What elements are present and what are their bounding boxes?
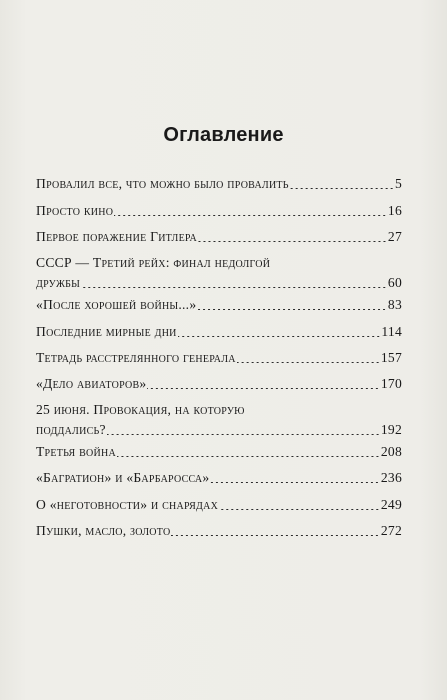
toc-entry <box>36 174 402 194</box>
toc-entry-page: 5 <box>394 176 402 191</box>
toc-entry-page: 16 <box>387 203 402 218</box>
toc-entry-title-line1: СССР — Третий рейх: финал недолгой <box>36 255 271 270</box>
toc-entry-title: Просто кино <box>36 203 114 218</box>
toc-entry <box>36 400 402 440</box>
toc-entry <box>36 227 402 247</box>
toc-entry-title: «Багратион» и «Барбаросса» <box>36 470 210 485</box>
dot-leader <box>290 188 394 189</box>
toc-entry-title: поддались? <box>36 422 106 437</box>
dot-leader <box>197 309 387 310</box>
toc-entry <box>36 495 402 515</box>
dot-leader <box>117 456 380 457</box>
dot-leader <box>178 336 381 337</box>
dot-leader <box>81 287 387 288</box>
toc-entry-page: 83 <box>387 297 402 312</box>
toc-entry-title: «После хорошей войны...» <box>36 297 197 312</box>
toc-entry-page: 114 <box>381 324 402 339</box>
dot-leader <box>210 482 379 483</box>
toc-entry-page: 157 <box>380 350 402 365</box>
toc-entry-page: 236 <box>380 470 402 485</box>
toc-entry-title: «Дело авиаторов» <box>36 376 147 391</box>
toc-entry-page: 272 <box>380 523 402 538</box>
toc-entry <box>36 374 402 394</box>
dot-leader <box>114 215 387 216</box>
toc-entry-title: дружбы <box>36 275 81 290</box>
toc-entry-page: 27 <box>387 229 402 244</box>
toc-entry-page: 170 <box>380 376 402 391</box>
toc-entry <box>36 521 402 541</box>
toc-entry <box>36 253 402 293</box>
dot-leader <box>198 241 387 242</box>
toc-entry-page: 249 <box>380 497 402 512</box>
dot-leader <box>171 535 379 536</box>
dot-leader <box>147 388 379 389</box>
toc-entry-title: Последние мирные дни <box>36 324 177 339</box>
dot-leader <box>219 509 380 510</box>
toc-entry <box>36 201 402 221</box>
toc-entry-title: Провалил все, что можно было провалить <box>36 176 289 191</box>
toc-entry-page: 192 <box>380 422 402 437</box>
page-title: Оглавление <box>163 124 284 146</box>
toc-entry <box>36 348 402 368</box>
toc-entry-title: Третья война <box>36 444 116 459</box>
toc-entry <box>36 442 402 462</box>
toc-entry-title: Пушки, масло, золото <box>36 523 171 538</box>
toc-entry-title: Первое поражение Гитлера <box>36 229 197 244</box>
toc-entry <box>36 322 402 342</box>
toc-entry-page: 208 <box>380 444 402 459</box>
dot-leader <box>107 434 380 435</box>
toc-entry-title: О «неготовности» и снарядах <box>36 497 219 512</box>
toc-entry <box>36 468 402 488</box>
toc-entry-page: 60 <box>387 275 402 290</box>
dot-leader <box>237 362 380 363</box>
toc-entry <box>36 295 402 315</box>
toc-entry-title-line1: 25 июня. Провокация, на которую <box>36 402 245 417</box>
toc-entry-title: Тетрадь расстрелянного генерала <box>36 350 236 365</box>
